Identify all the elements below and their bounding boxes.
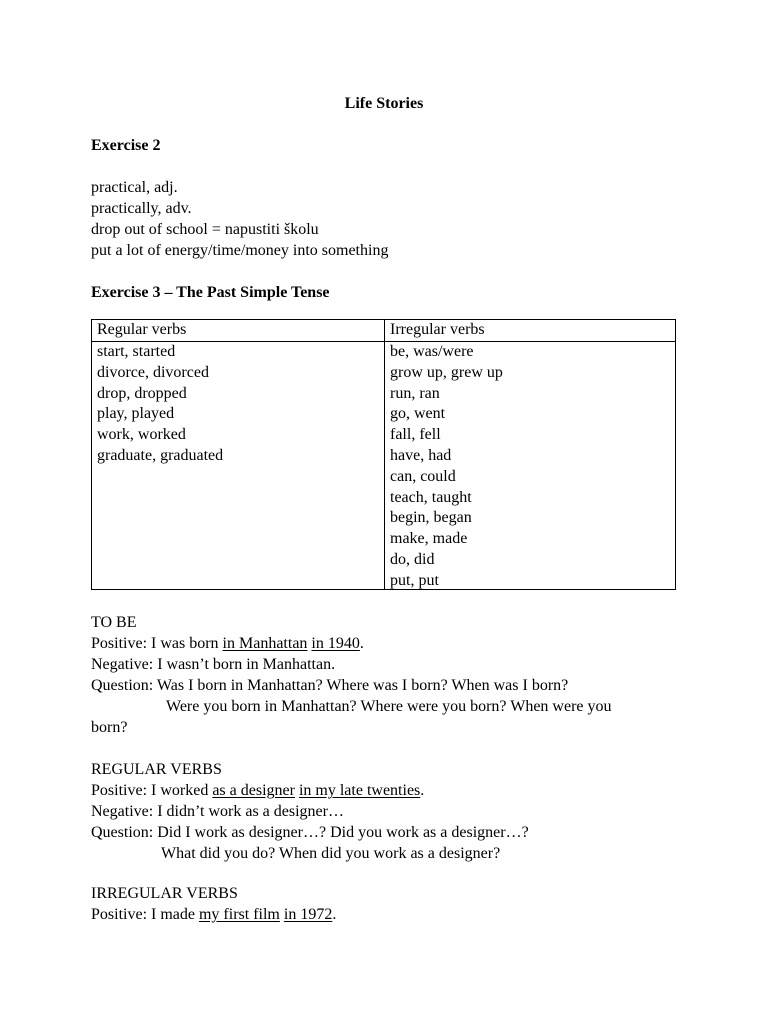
- regular-verb-cell: divorce, divorced: [97, 363, 209, 381]
- regular-verbs-positive: Positive: I worked as a designer in my late twenties.: [91, 782, 425, 799]
- vocab-line: put a lot of energy/time/money into something: [91, 242, 389, 259]
- irregular-verb-cell: go, went: [390, 405, 446, 423]
- irregular-verb-cell: be, was/were: [390, 343, 474, 360]
- to-be-question-wrap: born?: [91, 719, 128, 736]
- underlined-phrase: in 1972: [283, 906, 333, 923]
- regular-verb-cell: start, started: [97, 343, 176, 360]
- irregular-verb-cell: make, made: [390, 530, 468, 548]
- irregular-verbs-positive: Positive: I made my first film in 1972.: [91, 906, 337, 923]
- regular-verbs-negative: Negative: I didn’t work as a designer…: [91, 803, 344, 820]
- underlined-phrase: in Manhattan: [222, 635, 308, 652]
- regular-verbs-heading: REGULAR VERBS: [91, 761, 222, 778]
- vocab-line: practically, adv.: [91, 200, 192, 217]
- irregular-verb-cell: fall, fell: [390, 426, 441, 444]
- underlined-phrase: my first film: [198, 906, 280, 923]
- to-be-question-continued: Were you born in Manhattan? Where were you born? When were you: [166, 698, 612, 715]
- regular-verb-cell: graduate, graduated: [97, 447, 224, 464]
- exercise-3-heading: Exercise 3 – The Past Simple Tense: [91, 284, 330, 301]
- irregular-verbs-heading: IRREGULAR VERBS: [91, 885, 238, 902]
- irregular-verb-cell: do, did: [390, 551, 435, 568]
- underlined-phrase: in 1940: [311, 635, 360, 652]
- irregular-verb-cell: begin, began: [390, 509, 472, 527]
- regular-verbs-question: Question: Did I work as designer…? Did you work as a designer…?: [91, 824, 529, 841]
- irregular-verb-cell: run, ran: [390, 384, 440, 402]
- vocab-line: practical, adj.: [91, 179, 178, 196]
- irregular-verb-cell: have, had: [390, 447, 452, 464]
- regular-verb-cell: work, worked: [97, 426, 186, 444]
- header-regular-verbs: Regular verbs: [97, 321, 187, 338]
- irregular-verb-cell: put, put: [390, 571, 439, 589]
- to-be-question: Question: Was I born in Manhattan? Where was I born? When was I born?: [91, 677, 569, 694]
- vocab-line: drop out of school = napustiti školu: [91, 221, 319, 238]
- exercise-2-heading: Exercise 2: [91, 137, 161, 154]
- verbs-table: [91, 319, 676, 590]
- to-be-negative: Negative: I wasn’t born in Manhattan.: [91, 656, 336, 673]
- document-title: Life Stories: [344, 95, 424, 112]
- irregular-verb-cell: teach, taught: [390, 488, 472, 506]
- irregular-verb-cell: grow up, grew up: [390, 363, 503, 381]
- regular-verb-cell: drop, dropped: [97, 384, 187, 402]
- to-be-positive: Positive: I was born in Manhattan in 1940.: [91, 635, 364, 652]
- column-divider: [384, 320, 385, 589]
- underlined-phrase: as a designer: [212, 782, 295, 799]
- irregular-verb-cell: can, could: [390, 467, 456, 485]
- to-be-heading: TO BE: [91, 614, 137, 631]
- regular-verb-cell: play, played: [97, 405, 175, 423]
- underlined-phrase: in my late twenties: [298, 782, 421, 799]
- header-irregular-verbs: Irregular verbs: [390, 321, 485, 338]
- regular-verbs-question-continued: What did you do? When did you work as a designer?: [161, 845, 501, 862]
